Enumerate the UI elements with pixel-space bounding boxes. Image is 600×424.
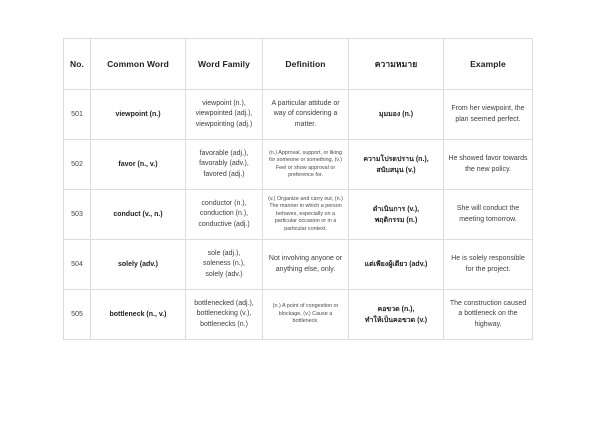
header-cell: Example	[444, 39, 533, 90]
word-family-line: viewpoint (n.),	[202, 99, 246, 107]
word-family-line: viewpointed (adj.),	[195, 110, 253, 118]
header-cell: Word Family	[186, 39, 263, 90]
example-cell: From her viewpoint, the plan seemed perfect.	[444, 90, 533, 140]
common-word-cell: solely (adv.)	[91, 240, 186, 290]
thai-meaning-line: พฤติกรรม (n.)	[374, 216, 418, 224]
word-family-line: conductive (adj.)	[198, 220, 250, 228]
thai-meaning-cell	[349, 140, 444, 190]
definition-text: Not involving anyone or anything else, only.	[268, 255, 343, 273]
table-row	[64, 140, 533, 190]
word-family-line: soleness (n.),	[202, 260, 246, 268]
word-family-line: sole (adj.),	[207, 249, 241, 257]
thai-meaning-line: สนับสนุน (v.)	[376, 166, 416, 174]
thai-meaning-cell	[349, 290, 444, 340]
table-row	[64, 90, 533, 140]
word-family-line: conductor (n.),	[201, 199, 247, 207]
word-family-line: bottlenecked (adj.),	[194, 299, 254, 307]
thai-meaning-cell	[349, 90, 444, 140]
header-cell: Definition	[263, 39, 349, 90]
thai-meaning-line: มุมมอง (n.)	[378, 111, 414, 118]
definition-cell	[263, 290, 349, 340]
no-cell: 504	[64, 240, 91, 290]
thai-meaning-line: ความโปรดปราน (n.),	[363, 155, 429, 163]
header-cell: No.	[64, 39, 91, 90]
word-family-cell	[186, 240, 263, 290]
header-cell: Common Word	[91, 39, 186, 90]
word-family-cell	[186, 290, 263, 340]
word-family-cell	[186, 140, 263, 190]
definition-text: (v.) Organize and carry out, (n.) The manner in which a person behaves, especially on a particular occasion or in a particular context.	[268, 195, 343, 232]
thai-meaning-line: ทำให้เป็นคอขวด (v.)	[364, 316, 428, 324]
word-family-line: bottlenecking (v.),	[196, 310, 252, 318]
word-family-line: favorable (adj.),	[199, 149, 249, 157]
word-family-line: favorably (adv.),	[199, 160, 249, 168]
table-header-row	[64, 39, 533, 90]
definition-text: (n.) A point of congestion or blockage, (v.) Cause a bottleneck.	[272, 303, 339, 325]
word-family-line: solely (adv.)	[205, 270, 243, 278]
definition-cell	[263, 140, 349, 190]
thai-meaning-cell	[349, 240, 444, 290]
common-word-cell: bottleneck (n., v.)	[91, 290, 186, 340]
example-cell: He showed favor towards the new policy.	[444, 140, 533, 190]
definition-text: (n.) Approval, support, or liking for someone or something, (v.) Feel or show approval or preference for.	[268, 149, 343, 178]
word-family-cell	[186, 90, 263, 140]
thai-meaning-cell	[349, 190, 444, 240]
header-cell: ความหมาย	[349, 39, 444, 90]
no-cell: 505	[64, 290, 91, 340]
no-cell: 503	[64, 190, 91, 240]
word-family-cell	[186, 190, 263, 240]
definition-cell	[263, 190, 349, 240]
vocab-table	[63, 38, 533, 340]
word-family-line: favored (adj.)	[203, 170, 245, 178]
common-word-cell: conduct (v., n.)	[91, 190, 186, 240]
table-row	[64, 190, 533, 240]
word-family-line: viewpointing (adj.)	[195, 120, 253, 128]
common-word-cell: favor (n., v.)	[91, 140, 186, 190]
thai-meaning-line: คอขวด (n.),	[377, 305, 415, 313]
no-cell: 501	[64, 90, 91, 140]
definition-cell	[263, 90, 349, 140]
example-cell: The construction caused a bottleneck on the highway.	[444, 290, 533, 340]
example-cell: She will conduct the meeting tomorrow.	[444, 190, 533, 240]
example-cell: He is solely responsible for the project.	[444, 240, 533, 290]
table-row	[64, 240, 533, 290]
no-cell: 502	[64, 140, 91, 190]
word-family-line: conduction (n.),	[199, 210, 249, 218]
table-row	[64, 290, 533, 340]
word-family-line: bottlenecks (n.)	[200, 320, 248, 328]
thai-meaning-line: แต่เพียงผู้เดียว (adv.)	[364, 261, 428, 268]
common-word-cell: viewpoint (n.)	[91, 90, 186, 140]
definition-cell	[263, 240, 349, 290]
definition-text: A particular attitude or way of considering a matter.	[271, 99, 340, 128]
thai-meaning-line: ดำเนินการ (v.),	[372, 205, 420, 213]
